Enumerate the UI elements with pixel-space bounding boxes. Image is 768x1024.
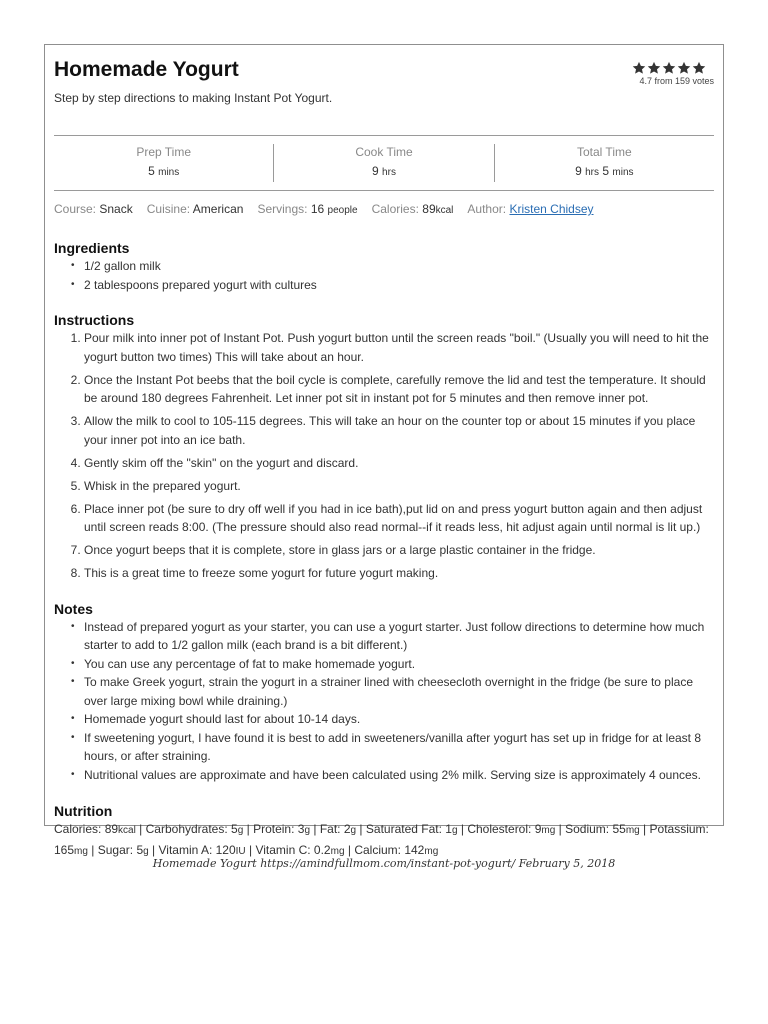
nutrition-unit: IU (235, 845, 246, 857)
star-icon (632, 61, 646, 75)
nutrition-item (158, 843, 245, 857)
nutrition-value: 5 (231, 822, 238, 836)
total-time-minutes-unit: mins (612, 167, 634, 178)
instruction-step: 7. Once yogurt beeps that it is complete, store in glass jars or a large plastic container in the fridge. (84, 541, 714, 560)
total-time-label: Total Time (576, 145, 632, 159)
ingredient-item: • 1/2 gallon milk (84, 257, 714, 276)
rating-text: 4.7 from 159 votes (639, 76, 714, 86)
nutrition-value: 0.2 (313, 842, 331, 857)
star-icon (647, 61, 661, 75)
meta-calories (372, 201, 454, 219)
instruction-step: 2. Once the Instant Pot beebs that the boil cycle is complete, carefully remove the lid and test the temperature. It should be around 180 degrees Fahrenheit. Let inner pot sit in instant pot for 5 minutes and then remove inner pot. (84, 371, 714, 408)
ingredients-heading: Ingredients (54, 240, 130, 256)
nutrition-unit: mg (330, 845, 345, 857)
nutrition-value: 2 (343, 822, 351, 836)
nutrition-label: Calories: (54, 822, 105, 836)
instruction-step: 6. Place inner pot (be sure to dry off well if you had in ice bath),put lid on and press yogurt button again and then adjust until screen reads 8:00. (The pressure should also read normal--if it reads less, hit adjust again until normal is lit up.) (84, 500, 714, 537)
cuisine-label: Cuisine: (146, 202, 191, 216)
author-label: Author: (467, 202, 507, 216)
nutrition-unit: g (237, 825, 244, 836)
instruction-step: 3. Allow the milk to cool to 105-115 degrees. This will take an hour on the counter top or about 15 minutes if you place your inner pot into an ice bath. (84, 412, 714, 449)
nutrition-facts: Calories: 89kcal | Carbohydrates: 5g | Protein: 3g | Fat: 2g | Saturated Fat: 1g | Cholesterol: 9mg | Sodium: 55mg | Potassium: 165mg | Sugar: 5g | Vitamin A: 120IU | Vitamin C: 0.2mg | Calcium: 142mg (54, 822, 709, 857)
instructions-section (54, 311, 714, 583)
nutrition-value: 5 (136, 842, 144, 857)
recipe-times (54, 135, 714, 191)
nutrition-section (54, 802, 714, 861)
meta-author (467, 201, 593, 219)
nutrition-item (253, 822, 310, 836)
nutrition-label: Vitamin C: (255, 842, 314, 857)
nutrition-unit: g (451, 825, 458, 836)
recipe-meta (54, 201, 714, 219)
nutrition-item (146, 822, 244, 836)
nutrition-value: 55 (612, 822, 626, 836)
note-item: • To make Greek yogurt, strain the yogurt in a strainer lined with cheesecloth overnight in the fridge (be sure to place over large mixing bowl while draining.) (84, 673, 714, 710)
servings-value: 16 (310, 202, 325, 216)
nutrition-value: 1 (445, 822, 452, 836)
ingredient-item: • 2 tablespoons prepared yogurt with cultures (84, 276, 714, 295)
star-icon (662, 61, 676, 75)
note-item: • If sweetening yogurt, I have found it is best to add in sweeteners/vanilla after yogurt has set up in fridge for at least 8 hours, or after straining. (84, 729, 714, 766)
recipe-summary: Step by step directions to making Instant Pot Yogurt. (54, 91, 333, 105)
meta-cuisine (147, 201, 244, 219)
nutrition-label: Carbohydrates: (145, 822, 232, 836)
prep-time-value (54, 163, 273, 181)
instruction-step: 8. This is a great time to freeze some yogurt for future yogurt making. (84, 564, 714, 583)
notes-section (54, 600, 714, 785)
notes-heading: Notes (54, 600, 93, 617)
ingredients-section (54, 239, 714, 294)
star-icon (692, 61, 706, 75)
total-time (494, 144, 714, 182)
prep-time (54, 144, 273, 182)
instruction-step: 5. Whisk in the prepared yogurt. (84, 477, 714, 496)
cuisine-value: American (192, 202, 244, 216)
nutrition-label: Sodium: (565, 822, 613, 836)
notes-list (54, 618, 714, 785)
instruction-step: 1. Pour milk into inner pot of Instant Pot. Push yogurt button until the screen reads "boil." (Usually you will need to hit the yogurt button two times) This will take about an hour. (84, 329, 714, 366)
total-time-value (495, 163, 714, 181)
cook-time-value (274, 163, 493, 181)
recipe-rating (624, 61, 714, 86)
nutrition-item (366, 822, 458, 836)
note-item: • Instead of prepared yogurt as your starter, you can use a yogurt starter. Just follow directions to determine how much starter to add to 1/2 gallon milk (each brand is a bit different.) (84, 618, 714, 655)
star-icon (677, 61, 691, 75)
nutrition-label: Potassium: (649, 822, 709, 836)
nutrition-label: Vitamin A: (158, 842, 216, 857)
instruction-step: 4. Gently skim off the "skin" on the yogurt and discard. (84, 454, 714, 473)
nutrition-value: 142 (404, 842, 425, 857)
nutrition-unit: g (350, 825, 357, 836)
course-label: Course: (54, 202, 97, 216)
cook-time-number: 9 (372, 164, 379, 178)
total-time-minutes: 5 (602, 164, 610, 178)
nutrition-item (54, 822, 136, 836)
nutrition-label: Fat: (319, 822, 344, 836)
recipe-title: Homemade Yogurt (54, 58, 239, 81)
nutrition-value: 9 (534, 822, 542, 836)
servings-label: Servings: (257, 202, 308, 216)
meta-servings (257, 201, 357, 219)
note-item: • Nutritional values are approximate and have been calculated using 2% milk. Serving size is approximately 4 ounces. (84, 766, 714, 785)
author-link[interactable]: Kristen Chidsey (509, 202, 594, 216)
nutrition-item (320, 822, 356, 836)
nutrition-unit: g (143, 845, 149, 857)
note-item: • You can use any percentage of fat to make homemade yogurt. (84, 655, 714, 674)
nutrition-item (98, 843, 149, 857)
prep-time-number: 5 (148, 164, 155, 178)
nutrition-heading: Nutrition (54, 803, 113, 819)
total-time-hours: 9 (575, 164, 582, 178)
nutrition-value: 120 (215, 842, 236, 857)
recipe-card (44, 44, 724, 857)
nutrition-unit: g (304, 825, 311, 836)
nutrition-unit: mg (625, 825, 640, 836)
instructions-list (54, 329, 714, 583)
calories-label: Calories: (371, 202, 419, 216)
course-value: Snack (99, 202, 133, 216)
meta-course (54, 201, 133, 219)
prep-time-label: Prep Time (136, 145, 191, 159)
nutrition-label: Saturated Fat: (365, 822, 446, 836)
nutrition-unit: kcal (118, 825, 136, 836)
instructions-heading: Instructions (54, 312, 135, 328)
nutrition-item (565, 822, 640, 836)
nutrition-label: Cholesterol: (467, 822, 535, 836)
cook-time-label: Cook Time (355, 145, 413, 159)
note-item: • Homemade yogurt should last for about 10-14 days. (84, 710, 714, 729)
nutrition-item (467, 822, 555, 836)
nutrition-unit: mg (74, 845, 88, 857)
total-time-hours-unit: hrs (585, 167, 600, 178)
rating-stars (624, 61, 714, 75)
nutrition-label: Sugar: (97, 842, 137, 857)
cook-time-unit: hrs (382, 167, 396, 178)
nutrition-label: Calcium: (354, 842, 405, 857)
nutrition-item (255, 843, 344, 857)
calories-unit: kcal (435, 205, 454, 216)
nutrition-unit: mg (424, 845, 439, 857)
nutrition-item (354, 843, 438, 857)
nutrition-unit: mg (541, 825, 556, 836)
ingredients-list (54, 257, 714, 294)
calories-value: 89 (422, 202, 436, 216)
page-footer: Homemade Yogurt https://amindfullmom.com/instant-pot-yogurt/ February 5, 2018 (152, 857, 616, 870)
cook-time (273, 144, 493, 182)
nutrition-label: Protein: (253, 822, 298, 836)
nutrition-value: 89 (104, 822, 119, 836)
recipe-header (54, 57, 714, 123)
nutrition-value: 165 (54, 842, 75, 857)
servings-unit: people (327, 205, 358, 216)
prep-time-unit: mins (158, 167, 180, 178)
nutrition-value: 3 (297, 822, 305, 836)
